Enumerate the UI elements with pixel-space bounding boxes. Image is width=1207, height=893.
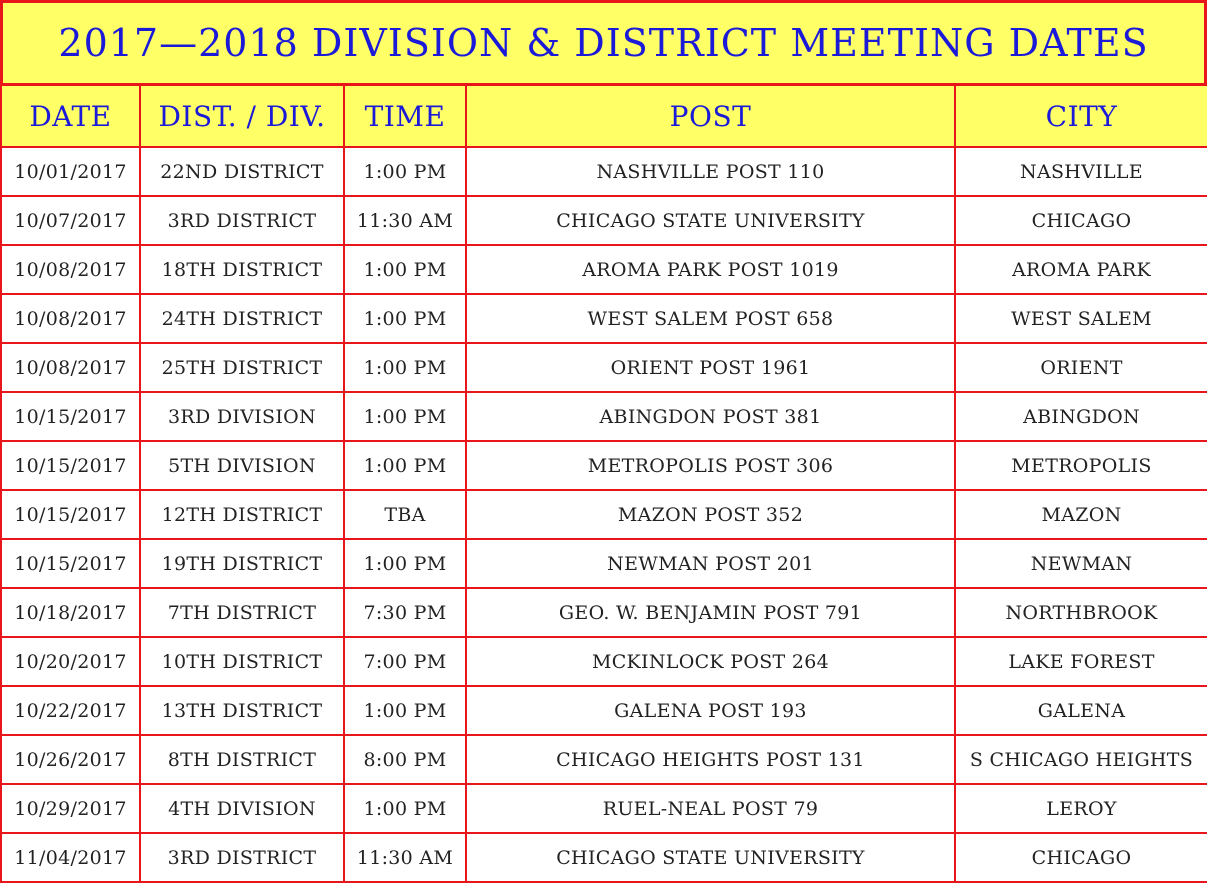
district-division-cell: 5TH DIVISION [140, 441, 344, 490]
table-row [1, 833, 1207, 882]
page-title: 2017—2018 DIVISION & DISTRICT MEETING DATES [0, 0, 1207, 86]
table-row [1, 294, 1207, 343]
date-cell: 10/15/2017 [1, 392, 140, 441]
date-cell: 10/26/2017 [1, 735, 140, 784]
city-cell: NEWMAN [955, 539, 1207, 588]
table-row [1, 441, 1207, 490]
city-cell: NASHVILLE [955, 147, 1207, 196]
time-cell: 11:30 AM [344, 833, 466, 882]
district-division-cell: 8TH DISTRICT [140, 735, 344, 784]
district-division-cell: 3RD DISTRICT [140, 196, 344, 245]
time-cell: 7:30 PM [344, 588, 466, 637]
district-division-cell: 10TH DISTRICT [140, 637, 344, 686]
city-cell: NORTHBROOK [955, 588, 1207, 637]
date-cell: 10/01/2017 [1, 147, 140, 196]
time-cell: TBA [344, 490, 466, 539]
post-cell: CHICAGO STATE UNIVERSITY [466, 196, 955, 245]
date-cell: 10/08/2017 [1, 294, 140, 343]
table-row [1, 245, 1207, 294]
date-cell: 10/20/2017 [1, 637, 140, 686]
post-cell: RUEL-NEAL POST 79 [466, 784, 955, 833]
city-cell: CHICAGO [955, 833, 1207, 882]
post-cell: CHICAGO STATE UNIVERSITY [466, 833, 955, 882]
time-cell: 1:00 PM [344, 686, 466, 735]
city-cell: AROMA PARK [955, 245, 1207, 294]
time-cell: 1:00 PM [344, 245, 466, 294]
time-cell: 1:00 PM [344, 392, 466, 441]
post-cell: AROMA PARK POST 1019 [466, 245, 955, 294]
date-cell: 10/15/2017 [1, 539, 140, 588]
district-division-cell: 7TH DISTRICT [140, 588, 344, 637]
table-row [1, 196, 1207, 245]
post-cell: ORIENT POST 1961 [466, 343, 955, 392]
table-row [1, 392, 1207, 441]
post-cell: MCKINLOCK POST 264 [466, 637, 955, 686]
date-cell: 11/04/2017 [1, 833, 140, 882]
date-cell: 10/15/2017 [1, 490, 140, 539]
column-header-post: POST [466, 85, 955, 147]
post-cell: NASHVILLE POST 110 [466, 147, 955, 196]
city-cell: MAZON [955, 490, 1207, 539]
table-row [1, 539, 1207, 588]
date-cell: 10/07/2017 [1, 196, 140, 245]
time-cell: 8:00 PM [344, 735, 466, 784]
city-cell: LAKE FOREST [955, 637, 1207, 686]
table-body [1, 147, 1207, 882]
table-row [1, 784, 1207, 833]
time-cell: 1:00 PM [344, 294, 466, 343]
date-cell: 10/08/2017 [1, 343, 140, 392]
column-header-date: DATE [1, 85, 140, 147]
post-cell: GEO. W. BENJAMIN POST 791 [466, 588, 955, 637]
header-row [1, 85, 1207, 147]
table-row [1, 686, 1207, 735]
table-header [1, 85, 1207, 147]
time-cell: 1:00 PM [344, 784, 466, 833]
district-division-cell: 3RD DIVISION [140, 392, 344, 441]
time-cell: 1:00 PM [344, 147, 466, 196]
post-cell: GALENA POST 193 [466, 686, 955, 735]
time-cell: 1:00 PM [344, 343, 466, 392]
table-row [1, 490, 1207, 539]
post-cell: CHICAGO HEIGHTS POST 131 [466, 735, 955, 784]
date-cell: 10/29/2017 [1, 784, 140, 833]
table-row [1, 735, 1207, 784]
time-cell: 1:00 PM [344, 539, 466, 588]
district-division-cell: 18TH DISTRICT [140, 245, 344, 294]
district-division-cell: 13TH DISTRICT [140, 686, 344, 735]
time-cell: 7:00 PM [344, 637, 466, 686]
city-cell: CHICAGO [955, 196, 1207, 245]
time-cell: 11:30 AM [344, 196, 466, 245]
city-cell: ORIENT [955, 343, 1207, 392]
district-division-cell: 12TH DISTRICT [140, 490, 344, 539]
table-row [1, 637, 1207, 686]
city-cell: S CHICAGO HEIGHTS [955, 735, 1207, 784]
post-cell: METROPOLIS POST 306 [466, 441, 955, 490]
table-row [1, 147, 1207, 196]
city-cell: LEROY [955, 784, 1207, 833]
district-division-cell: 24TH DISTRICT [140, 294, 344, 343]
date-cell: 10/22/2017 [1, 686, 140, 735]
table-row [1, 343, 1207, 392]
district-division-cell: 4TH DIVISION [140, 784, 344, 833]
post-cell: ABINGDON POST 381 [466, 392, 955, 441]
city-cell: METROPOLIS [955, 441, 1207, 490]
district-division-cell: 19TH DISTRICT [140, 539, 344, 588]
date-cell: 10/18/2017 [1, 588, 140, 637]
column-header-district-division: DIST. / DIV. [140, 85, 344, 147]
column-header-city: CITY [955, 85, 1207, 147]
district-division-cell: 3RD DISTRICT [140, 833, 344, 882]
city-cell: GALENA [955, 686, 1207, 735]
post-cell: NEWMAN POST 201 [466, 539, 955, 588]
column-header-time: TIME [344, 85, 466, 147]
city-cell: ABINGDON [955, 392, 1207, 441]
date-cell: 10/08/2017 [1, 245, 140, 294]
table-row [1, 588, 1207, 637]
city-cell: WEST SALEM [955, 294, 1207, 343]
post-cell: MAZON POST 352 [466, 490, 955, 539]
post-cell: WEST SALEM POST 658 [466, 294, 955, 343]
district-division-cell: 22ND DISTRICT [140, 147, 344, 196]
meeting-table [0, 84, 1207, 883]
date-cell: 10/15/2017 [1, 441, 140, 490]
district-division-cell: 25TH DISTRICT [140, 343, 344, 392]
time-cell: 1:00 PM [344, 441, 466, 490]
